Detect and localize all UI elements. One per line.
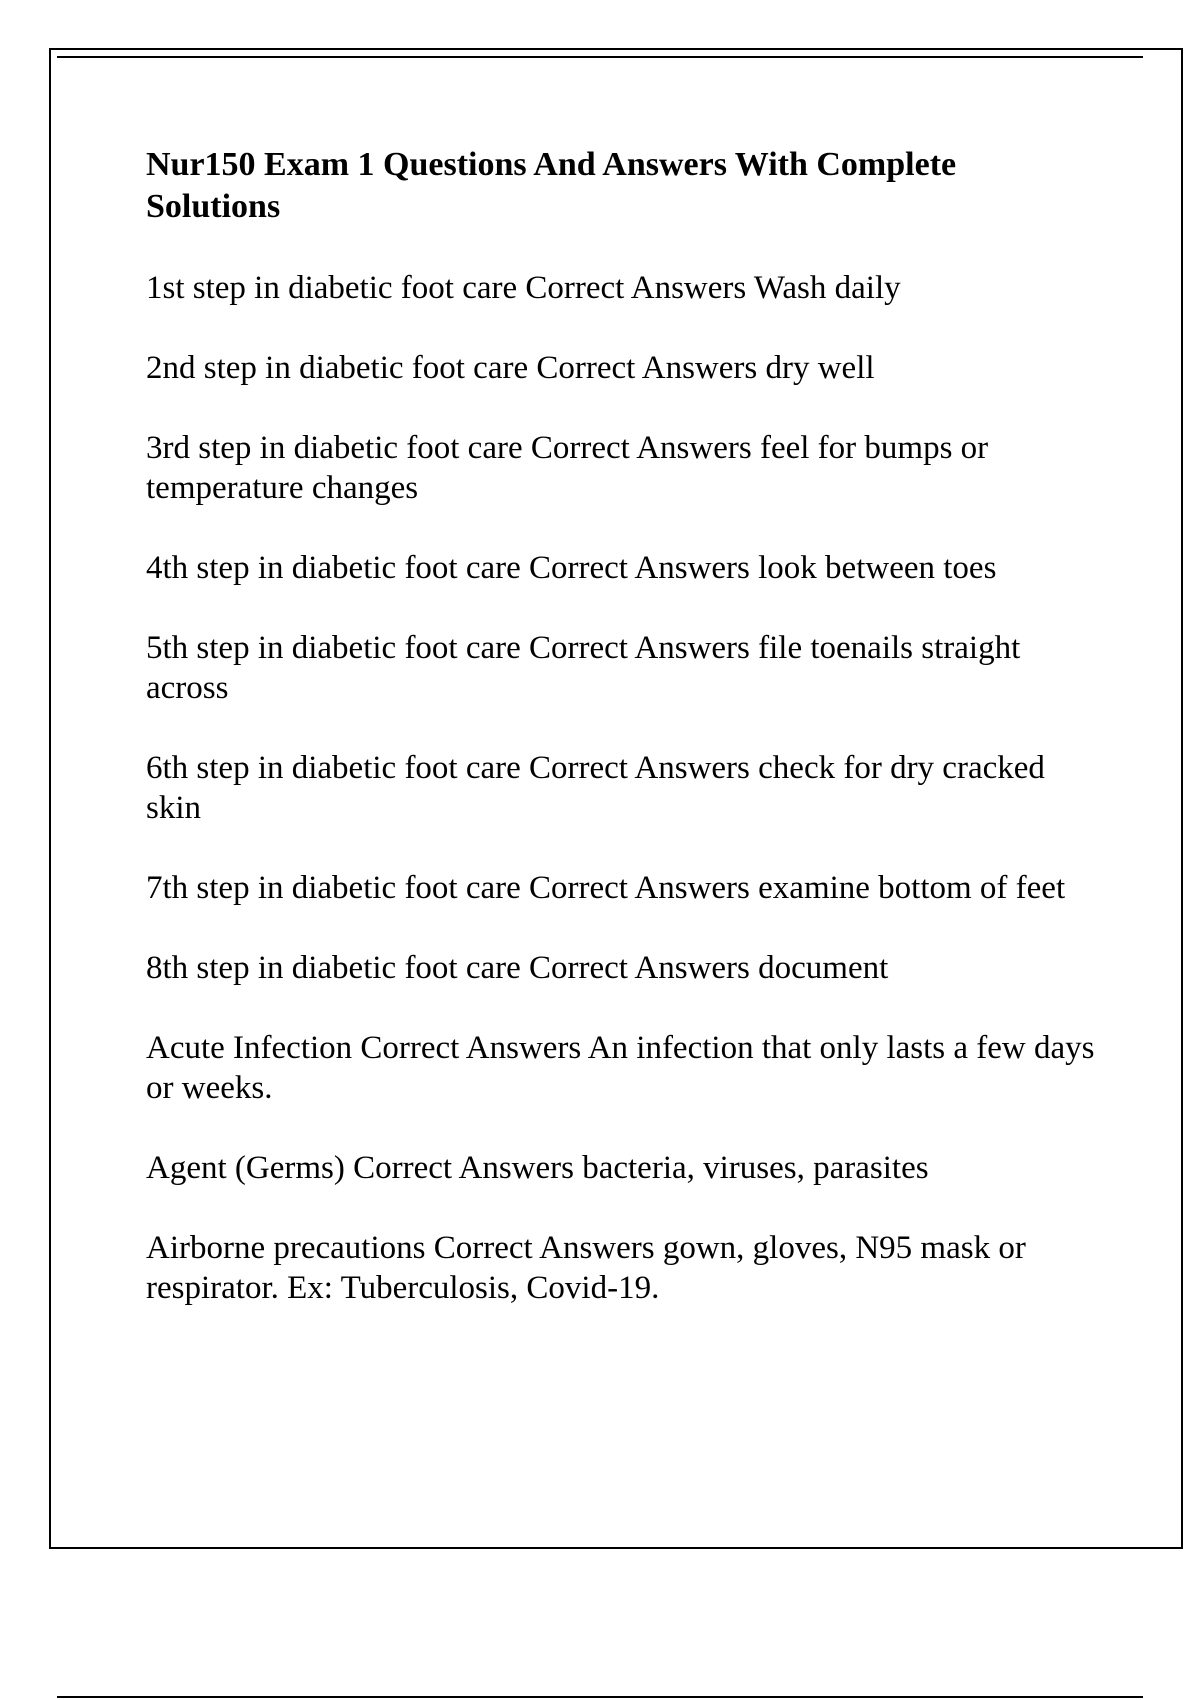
qa-item: 6th step in diabetic foot care Correct Answers check for dry cracked skin <box>146 750 1045 826</box>
qa-item: 3rd step in diabetic foot care Correct Answers feel for bumps or temperature changes <box>146 430 989 506</box>
qa-item: 2nd step in diabetic foot care Correct Answers dry well <box>146 350 875 386</box>
qa-item: 7th step in diabetic foot care Correct Answers examine bottom of feet <box>146 870 1066 906</box>
top-rule <box>57 56 1143 58</box>
qa-item: 8th step in diabetic foot care Correct Answers document <box>146 950 889 986</box>
qa-item: Agent (Germs) Correct Answers bacteria, viruses, parasites <box>146 1150 929 1186</box>
document-title: Nur150 Exam 1 Questions And Answers With Complete Solutions <box>146 146 957 225</box>
qa-item: 4th step in diabetic foot care Correct Answers look between toes <box>146 550 997 586</box>
qa-item: Airborne precautions Correct Answers gown, gloves, N95 mask or respirator. Ex: Tuberculosis, Covid-19. <box>146 1230 1026 1306</box>
document-body <box>146 144 1096 1348</box>
bottom-rule <box>57 1696 1143 1698</box>
qa-item: 1st step in diabetic foot care Correct Answers Wash daily <box>146 270 901 306</box>
qa-item: 5th step in diabetic foot care Correct Answers file toenails straight across <box>146 630 1021 706</box>
qa-item: Acute Infection Correct Answers An infection that only lasts a few days or weeks. <box>146 1030 1095 1106</box>
